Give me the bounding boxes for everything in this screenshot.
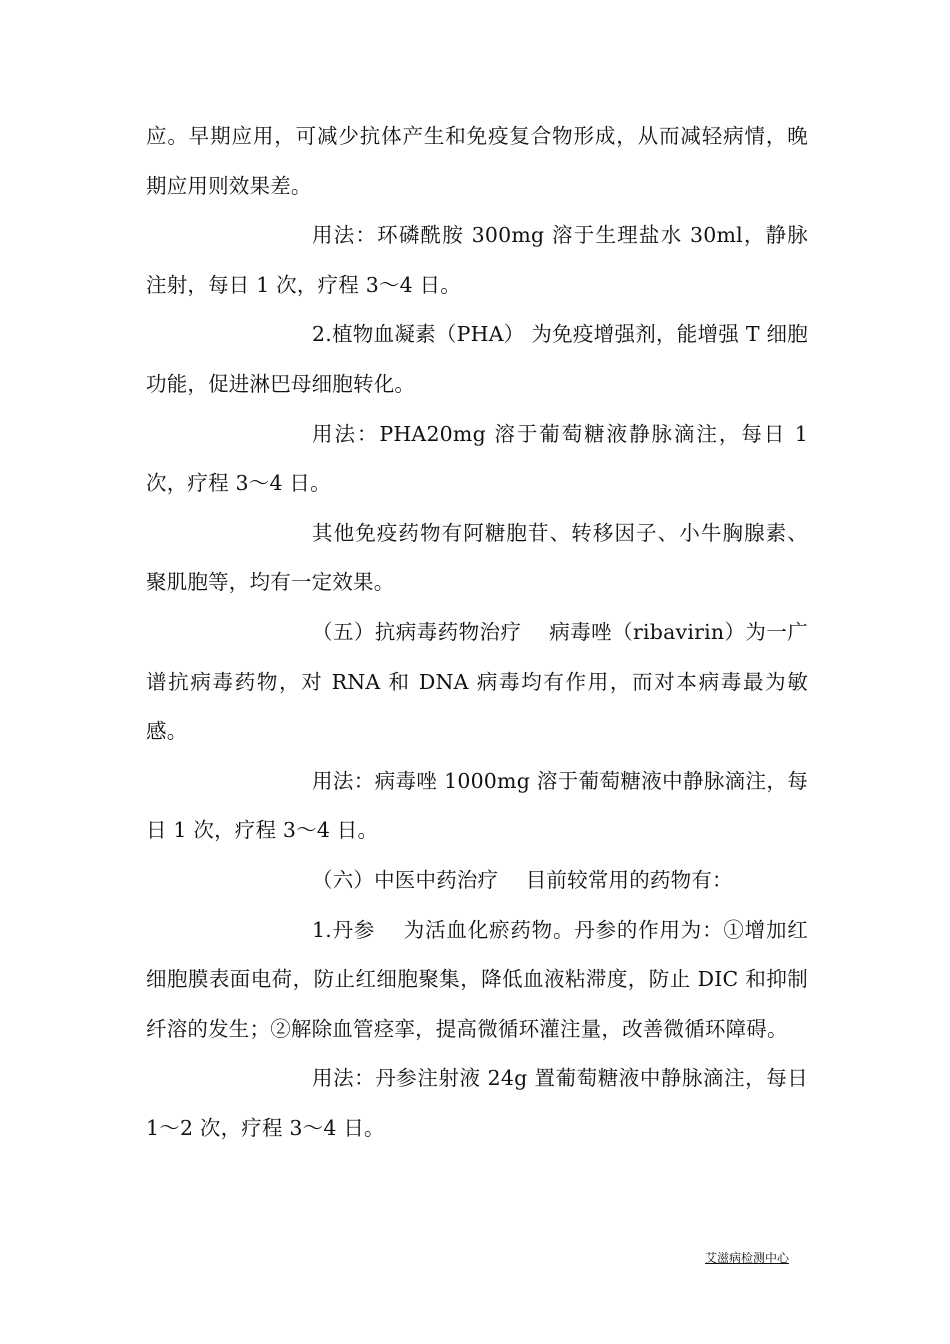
footer-link[interactable]: 艾滋病检测中心: [705, 1251, 790, 1265]
paragraph-pha-usage: 用法：PHA20mg 溶于葡萄糖液静脉滴注，每日 1 次，疗程 3～4 日。: [146, 421, 808, 496]
paragraph-other-immune-drugs: 其他免疫药物有阿糖胞苷、转移因子、小牛胸腺素、聚肌胞等，均有一定效果。: [146, 520, 808, 595]
paragraph-danshen-usage: 用法：丹参注射液 24g 置葡萄糖液中静脉滴注，每日 1～2 次，疗程 3～4 日。: [146, 1066, 808, 1140]
paragraph-tcm-treatment: （六）中医中药治疗 目前较常用的药物有：: [312, 867, 733, 892]
paragraph-danshen: 1.丹参 为活血化瘀药物。丹参的作用为：①增加红细胞膜表面电荷，防止红细胞聚集，降低血液粘滞度，防止 DIC 和抑制纤溶的发生；②解除血管痉挛，提高微循环灌注量，改善微循环障碍。: [146, 917, 808, 1041]
paragraph-cyclophosphamide-usage: 用法：环磷酰胺 300mg 溶于生理盐水 30ml，静脉注射，每日 1 次，疗程 3～4 日。: [146, 223, 808, 297]
document-body: [146, 112, 808, 1153]
paragraph-ribavirin-usage: 用法：病毒唑 1000mg 溶于葡萄糖液中静脉滴注，每日 1 次，疗程 3～4 日。: [146, 768, 808, 843]
paragraph-continuation: 应。早期应用，可减少抗体产生和免疫复合物形成，从而减轻病情，晚期应用则效果差。: [146, 124, 808, 198]
paragraph-antiviral-treatment: （五）抗病毒药物治疗 病毒唑（ribavirin）为一广谱抗病毒药物，对 RNA 和 DNA 病毒均有作用，而对本病毒最为敏感。: [146, 619, 808, 744]
paragraph-pha: 2.植物血凝素（PHA） 为免疫增强剂，能增强 T 细胞功能，促进淋巴母细胞转化。: [146, 322, 808, 396]
